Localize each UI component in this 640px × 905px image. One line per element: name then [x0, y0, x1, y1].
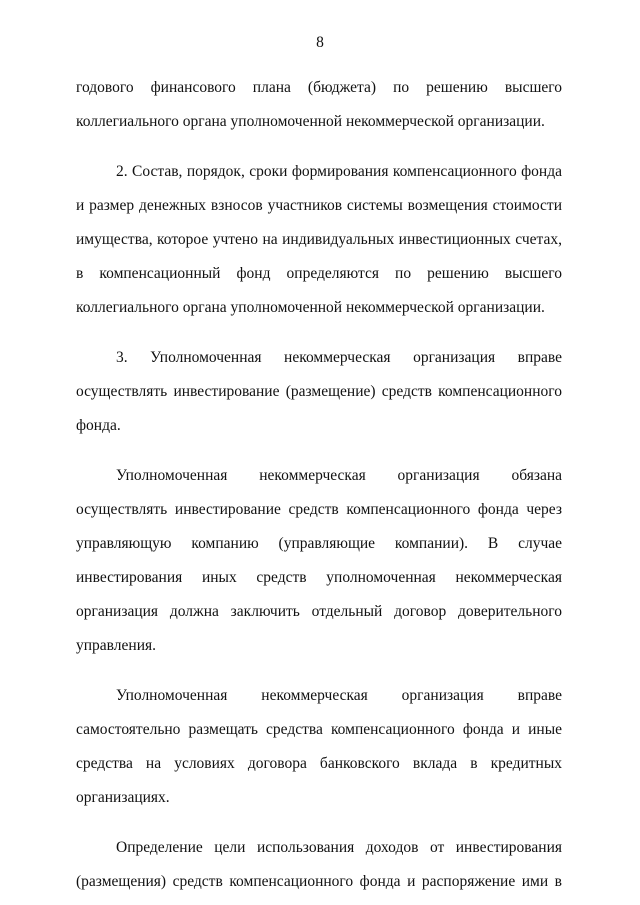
paragraph-budget-continuation: годового финансового плана (бюджета) по решению высшего коллегиального органа уполномоченной некоммерческой организации. [76, 79, 562, 130]
paragraph-item-2: 2. Состав, порядок, сроки формирования компенсационного фонда и размер денежных взносов участников системы возмещения стоимости имущества, которое учтено на индивидуальных инвестиционных счетах, в компенсационный фонд определяются по решению высшего коллегиального органа уполномоченной некоммерческой организации. [76, 163, 562, 316]
paragraph-item-3: 3. Уполномоченная некоммерческая организация вправе осуществлять инвестирование (размещение) средств компенсационного фонда. [76, 349, 562, 434]
page-number: 8 [316, 34, 324, 51]
paragraph-income-usage: Определение цели использования доходов от инвестирования (размещения) средств компенсационного фонда и распоряжение ими в [76, 839, 562, 890]
paragraph-investment-obligation: Уполномоченная некоммерческая организация обязана осуществлять инвестирование средств компенсационного фонда через управляющую компанию (управляющие компании). В случае инвестирования иных средств уполномоченная некоммерческая организация должна заключить отдельный договор доверительного управления. [76, 467, 562, 654]
document-body [76, 71, 562, 899]
paragraph-bank-deposit: Уполномоченная некоммерческая организация вправе самостоятельно размещать средства компенсационного фонда и иные средства на условиях договора банковского вклада в кредитных организациях. [76, 687, 562, 806]
